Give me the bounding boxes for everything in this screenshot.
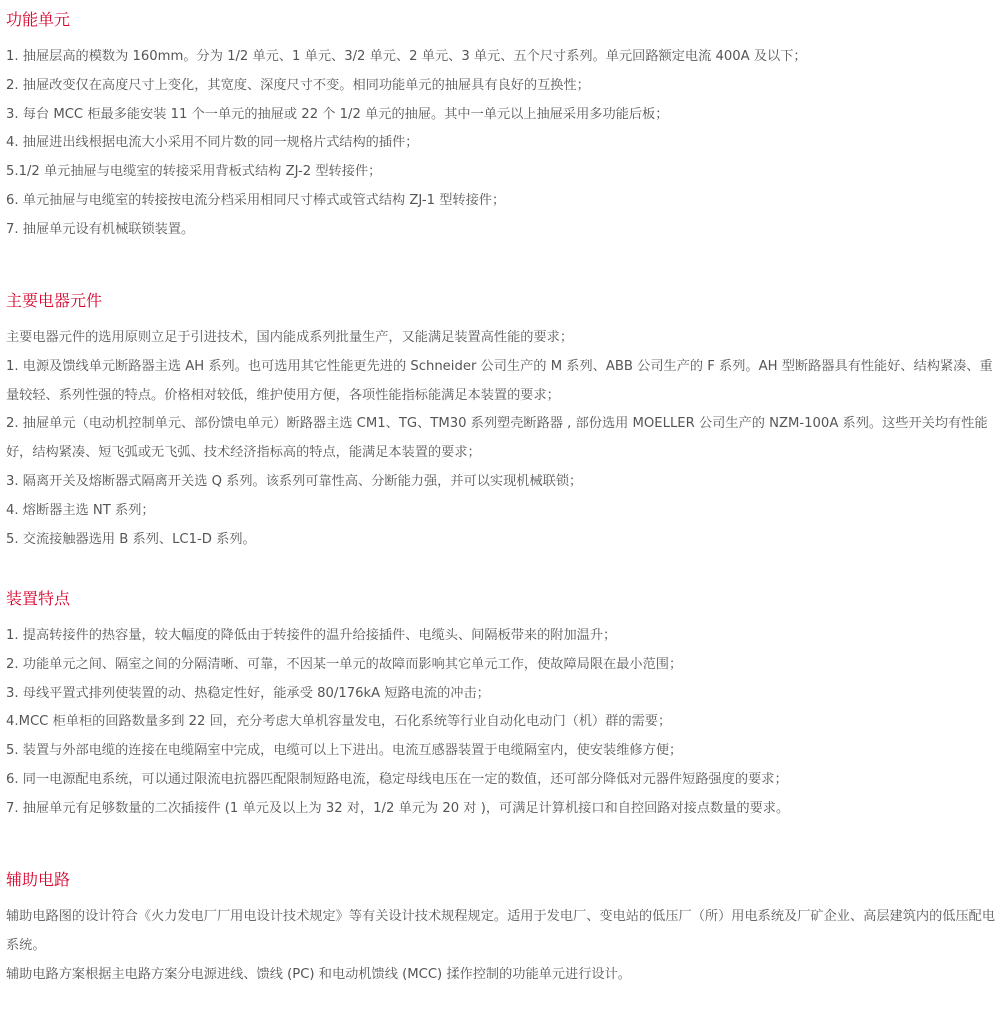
list-item: 3. 隔离开关及熔断器式隔离开关选 Q 系列。该系列可靠性高、分断能力强，并可以实现机械联锁； [6, 473, 583, 489]
list-item: 3. 每台 MCC 柜最多能安装 11 个一单元的抽屉或 22 个 1/2 单元的抽屉。其中一单元以上抽屉采用多功能后板； [6, 106, 669, 122]
section-auxiliary-circuit [6, 869, 996, 989]
list-item: 4.MCC 柜单柜的回路数量多到 22 回，充分考虑大单机容量发电，石化系统等行业自动化电动门（机）群的需要； [6, 714, 672, 730]
list-item: 辅助电路方案根据主电路方案分电源进线、馈线 (PC) 和电动机馈线 (MCC) 揉作控制的功能单元进行设计。 [6, 966, 631, 982]
section-lines [6, 622, 996, 824]
list-item: 7. 抽屉单元有足够数量的二次插接件 (1 单元及以上为 32 对，1/2 单元为 20 对 )，可满足计算机接口和自控回路对接点数量的要求。 [6, 800, 790, 816]
list-item: 5. 装置与外部电缆的连接在电缆隔室中完成，电缆可以上下进出。电流互感器装置于电缆隔室内，使安装维修方便； [6, 743, 683, 759]
section-lines [6, 324, 996, 554]
section-title: 装置特点 [6, 589, 71, 608]
list-item: 2. 功能单元之间、隔室之间的分隔清晰、可靠，不因某一单元的故障而影响其它单元工作，使故障局限在最小范围； [6, 656, 683, 672]
section-functional-units [6, 9, 996, 245]
section-device-features [6, 588, 996, 824]
section-lines [6, 43, 996, 245]
list-item: 3. 母线平置式排列使装置的动、热稳定性好，能承受 80/176kA 短路电流的冲击； [6, 685, 490, 701]
list-item: 6. 同一电源配电系统，可以通过限流电抗器匹配限制短路电流，稳定母线电压在一定的数值，还可部分降低对元器件短路强度的要求； [6, 771, 788, 787]
list-item: 1. 提高转接件的热容量，较大幅度的降低由于转接件的温升给接插件、电缆头、间隔板带来的附加温升； [6, 628, 617, 643]
list-item: 4. 熔断器主选 NT 系列； [6, 502, 155, 518]
list-item: 5.1/2 单元抽屉与电缆室的转接采用背板式结构 ZJ-2 型转接件； [6, 164, 382, 180]
list-item: 辅助电路图的设计符合《火力发电厂厂用电设计技术规定》等有关设计技术规程规定。适用于发电厂、变电站的低压厂（所）用电系统及厂矿企业、高层建筑内的低压配电系统。 [6, 909, 996, 953]
section-main-components [6, 290, 996, 554]
list-item: 7. 抽屉单元设有机械联锁装置。 [6, 221, 195, 237]
list-item: 1. 电源及馈线单元断路器主选 AH 系列。也可选用其它性能更先进的 Schneider 公司生产的 M 系列、ABB 公司生产的 F 系列。AH 型断路器具有性能好、结构紧凑、重量较轻、系列性强的特点。价格相对较低，维护使用方便，各项性能指标能满足本装置的要求； [6, 358, 993, 403]
list-item: 4. 抽屉进出线根据电流大小采用不同片数的同一规格片式结构的插件； [6, 135, 419, 151]
section-title: 辅助电路 [6, 870, 71, 889]
list-item: 2. 抽屉单元（电动机控制单元、部份馈电单元）断路器主选 CM1、TG、TM30 系列塑壳断路器 , 部份选用 MOELLER 公司生产的 NZM-100A 系列。这些开关均有性能好，结构紧凑、短飞弧或无飞弧、技术经济指标高的特点，能满足本装置的要求； [6, 416, 988, 461]
list-item: 6. 单元抽屉与电缆室的转接按电流分档采用相同尺寸棒式或管式结构 ZJ-1 型转接件； [6, 192, 506, 208]
section-title: 主要电器元件 [6, 291, 103, 310]
list-item: 2. 抽屉改变仅在高度尺寸上变化，其宽度、深度尺寸不变。相同功能单元的抽屉具有良好的互换性； [6, 77, 590, 93]
list-item: 1. 抽屉层高的模数为 160mm。分为 1/2 单元、1 单元、3/2 单元、2 单元、3 单元、五个尺寸系列。单元回路额定电流 400A 及以下； [6, 49, 807, 64]
list-item: 5. 交流接触器选用 B 系列、LC1-D 系列。 [6, 531, 256, 547]
list-item: 主要电器元件的选用原则立足于引进技术，国内能成系列批量生产，又能满足装置高性能的要求； [6, 330, 574, 345]
section-lines [6, 903, 996, 989]
section-title: 功能单元 [6, 10, 71, 29]
